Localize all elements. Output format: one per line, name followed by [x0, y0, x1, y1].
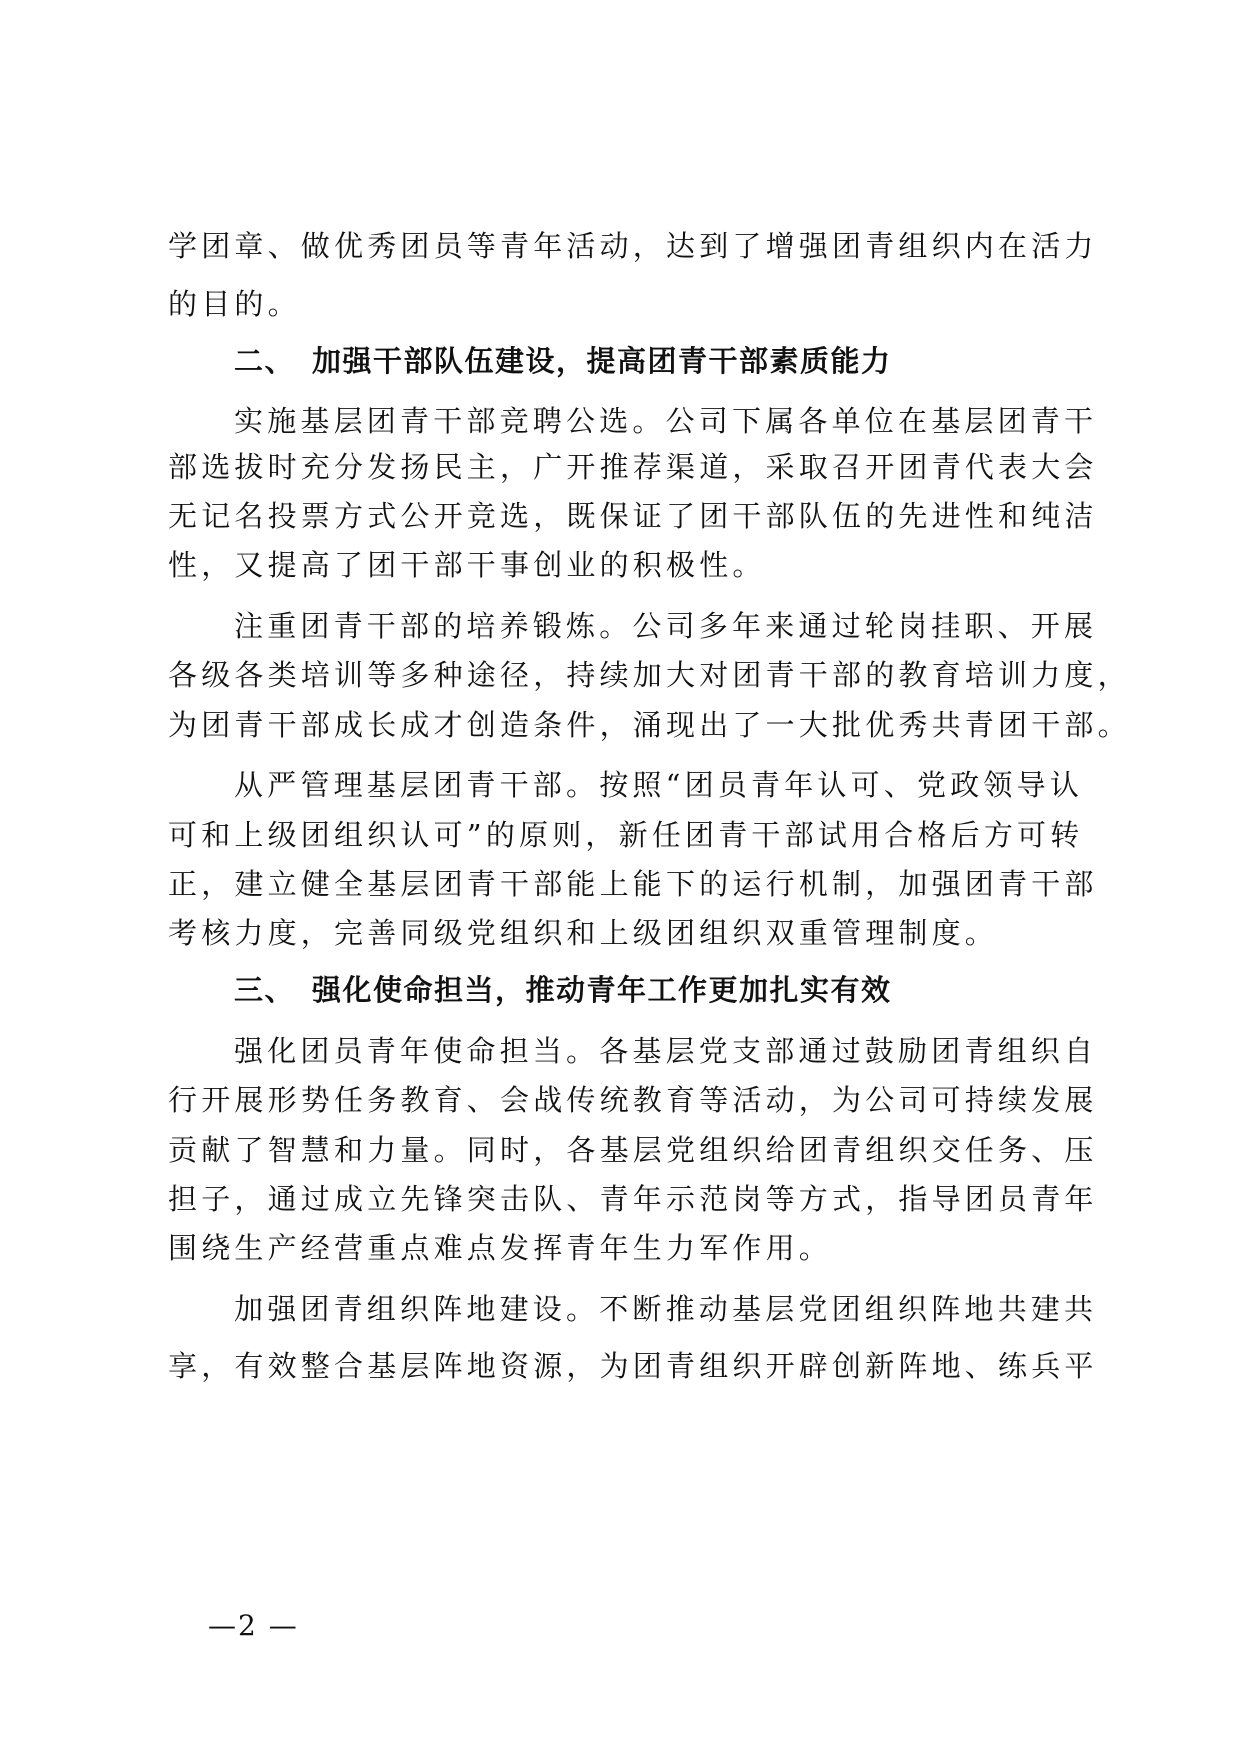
body-line: 性，又提高了团干部干事创业的积极性。: [168, 548, 766, 582]
paragraph-first-line: 加强团青组织阵地建设。不断推动基层党团组织阵地共建共: [234, 1292, 1098, 1326]
body-line: 行开展形势任务教育、会战传统教育等活动，为公司可持续发展: [168, 1083, 1098, 1117]
body-line: 可和上级团组织认可”的原则，新任团青干部试用合格后方可转: [168, 818, 1084, 852]
paragraph-first-line: 注重团青干部的培养锻炼。公司多年来通过轮岗挂职、开展: [234, 609, 1098, 643]
body-line: 贡献了智慧和力量。同时，各基层党组织给团青组织交任务、压: [168, 1133, 1098, 1167]
body-line: 正，建立健全基层团青干部能上能下的运行机制，加强团青干部: [168, 867, 1098, 901]
section-heading-2: [234, 341, 892, 381]
section-number: 三、: [234, 973, 296, 1007]
body-line: 学团章、做优秀团员等青年活动，达到了增强团青组织内在活力: [168, 229, 1098, 263]
body-line: 部选拔时充分发扬民主，广开推荐渠道，采取召开团青代表大会: [168, 450, 1098, 484]
body-line: 各级各类培训等多种途径，持续加大对团青干部的教育培训力度，: [168, 658, 1131, 692]
page-number: —2 —: [208, 1609, 299, 1642]
body-line: 考核力度，完善同级党组织和上级团组织双重管理制度。: [168, 916, 999, 950]
body-line: 担子，通过成立先锋突击队、青年示范岗等方式，指导团员青年: [168, 1182, 1098, 1216]
body-line: 为团青干部成长成才创造条件，涌现出了一大批优秀共青团干部。: [168, 708, 1131, 742]
body-line: 无记名投票方式公开竞选，既保证了团干部队伍的先进性和纯洁: [168, 499, 1098, 533]
paragraph-first-line: 实施基层团青干部竞聘公选。公司下属各单位在基层团青干: [234, 404, 1098, 438]
body-line: 享，有效整合基层阵地资源，为团青组织开辟创新阵地、练兵平: [168, 1349, 1098, 1383]
body-line: 的目的。: [168, 287, 301, 321]
paragraph-first-line: 从严管理基层团青干部。按照“团员青年认可、党政领导认: [234, 768, 1084, 802]
paragraph-first-line: 强化团员青年使命担当。各基层党支部通过鼓励团青组织自: [234, 1034, 1098, 1068]
section-title: 加强干部队伍建设，提高团青干部素质能力: [312, 344, 892, 378]
section-number: 二、: [234, 344, 296, 378]
body-line: 围绕生产经营重点难点发挥青年生力军作用。: [168, 1231, 833, 1265]
section-heading-3: [234, 970, 892, 1010]
section-title: 强化使命担当，推动青年工作更加扎实有效: [312, 973, 892, 1007]
